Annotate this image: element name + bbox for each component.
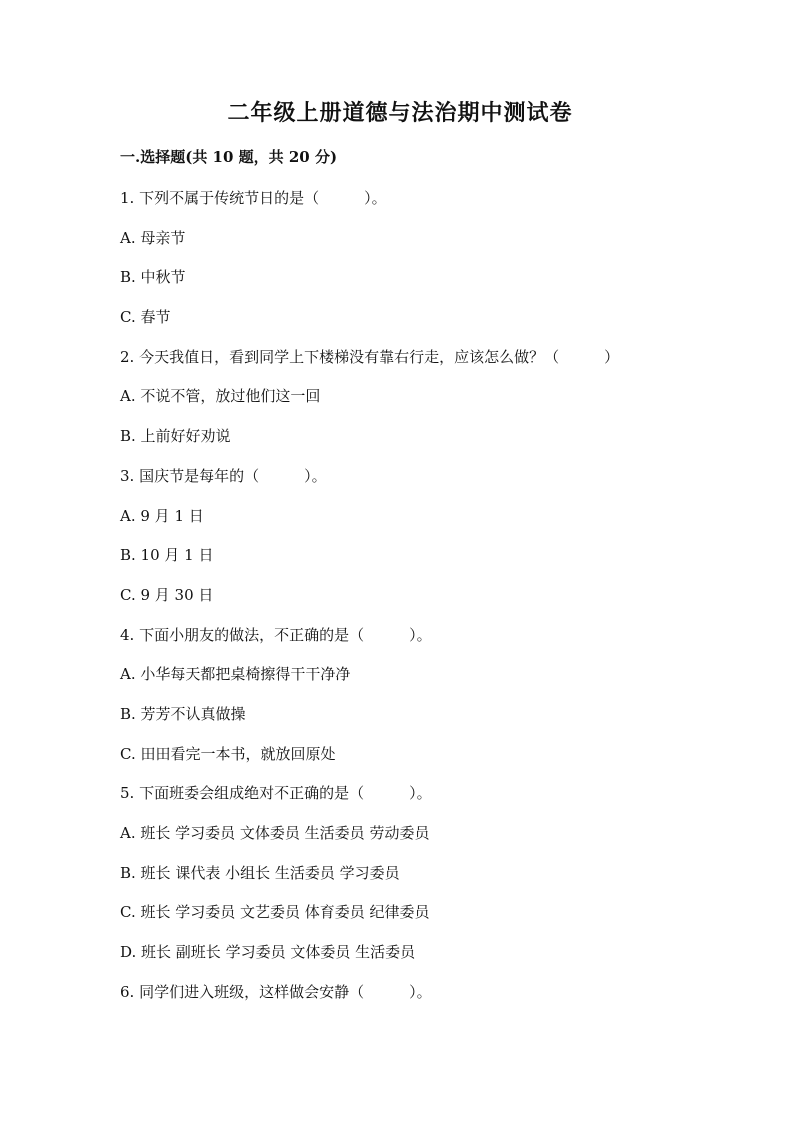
answer-option: A. 母亲节: [120, 228, 186, 247]
question-stem: 3. 国庆节是每年的（ ）。: [120, 466, 327, 485]
answer-option: A. 9 月 1 日: [120, 506, 204, 525]
question-list: [120, 182, 720, 1015]
answer-option: D. 班长 副班长 学习委员 文体委员 生活委员: [120, 943, 416, 962]
question-stem: 1. 下列不属于传统节日的是（ ）。: [120, 189, 387, 207]
answer-option: B. 芳芳不认真做操: [120, 704, 246, 723]
answer-option: A. 小华每天都把桌椅擦得干干净净: [120, 665, 351, 684]
question-stem: 4. 下面小朋友的做法，不正确的是（ ）。: [120, 625, 432, 644]
question-stem: 2. 今天我值日，看到同学上下楼梯没有靠右行走，应该怎么做？（ ）: [120, 347, 620, 366]
question-stem: 5. 下面班委会组成绝对不正确的是（ ）。: [120, 784, 432, 803]
page-title: 二年级上册道德与法治期中测试卷: [227, 100, 573, 126]
answer-option: C. 春节: [120, 308, 171, 327]
answer-option: A. 不说不管，放过他们这一回: [120, 387, 321, 406]
answer-option: B. 上前好好劝说: [120, 427, 231, 446]
answer-option: C. 田田看完一本书，就放回原处: [120, 744, 336, 763]
answer-option: B. 中秋节: [120, 268, 186, 287]
question-stem: 6. 同学们进入班级，这样做会安静（ ）。: [120, 982, 432, 1001]
answer-option: A. 班长 学习委员 文体委员 生活委员 劳动委员: [120, 824, 430, 842]
section-heading: 一.选择题(共 10 题，共 20 分): [120, 148, 338, 166]
answer-option: C. 班长 学习委员 文艺委员 体育委员 纪律委员: [120, 903, 430, 922]
answer-option: C. 9 月 30 日: [120, 585, 214, 604]
answer-option: B. 班长 课代表 小组长 生活委员 学习委员: [120, 863, 400, 882]
answer-option: B. 10 月 1 日: [120, 546, 214, 565]
